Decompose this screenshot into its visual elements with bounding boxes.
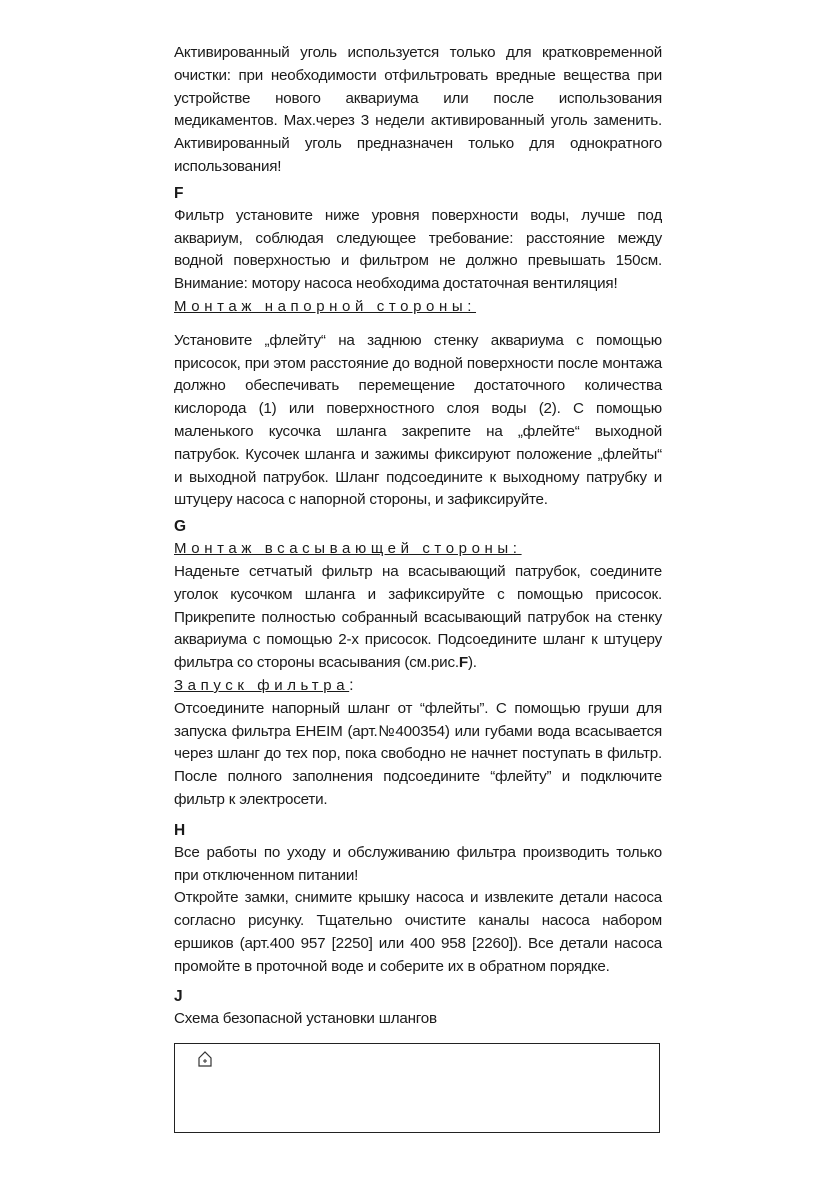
section-g-text-2: Отсоедините напорный шланг от “флейты”. С помощью груши для запуска фильтра EHEIM (арт.№400354) или губами вода всасывается через шланг до тех пор, пока свободно не начнет поступать в фильтр. После полного заполнения подсоедините “флейту” и подключите фильтр к электросети. xyxy=(174,699,662,808)
section-g-subheading-2: Запуск фильтра xyxy=(174,676,350,694)
section-f-text: Фильтр установите ниже уровня поверхности воды, лучше под аквариум, соблюдая следующее требование: расстояние между водной поверхностью и фильтром не должно превышать 150см. Внимание: мотору насоса необходима достаточная вентиляция! xyxy=(174,206,662,293)
figure-ref: F xyxy=(458,654,468,672)
section-h-heading: H xyxy=(174,821,186,839)
section-g-subheading-2-colon: : xyxy=(349,676,354,694)
section-f-subtext: Установите „флейту“ на заднюю стенку аквариума с помощью присосок, при этом расстояние до водной поверхности после монтажа должно обеспечивать перемещение достаточного количества кислорода (1) или поверхностного слоя воды (2). С помощью маленького кусочка шланга закрепите на „флейте“ выходной патрубок. Кусочек шланга и зажимы фиксируют положение „флейты“ и выходной патрубок. Шланг подсоедините к выходному патрубку и штуцеру насоса с напорной стороны, и зафиксируйте. xyxy=(174,331,662,509)
page-content xyxy=(174,42,662,1031)
section-j-heading: J xyxy=(174,988,183,1006)
section-f-heading: F xyxy=(174,184,184,202)
section-f-subheading: Монтаж напорной стороны: xyxy=(174,297,477,315)
section-g-heading: G xyxy=(174,518,187,536)
hose-diagram-frame xyxy=(174,1043,660,1133)
house-icon xyxy=(197,1050,213,1068)
section-g-subheading-2-line xyxy=(174,675,662,698)
section-g-text-1 xyxy=(174,561,662,675)
section-h-text-1: Все работы по уходу и обслуживанию фильтра производить только при отключенном питании! xyxy=(174,843,662,884)
section-g-text-1-main: Наденьте сетчатый фильтр на всасывающий патрубок, соедините уголок кусочком шланга и зафиксируйте с помощью присосок. Прикрепите полностью собранный всасывающий патрубок на стенку аквариума с помощью 2-х присосок. Подсоедините шланг к штуцеру фильтра со стороны всасывания (см.рис. xyxy=(174,562,662,672)
section-h-text-2: Откройте замки, снимите крышку насоса и извлеките детали насоса согласно рисунку. Тщательно очистите каналы насоса набором ершиков (арт.400 957 [2250] или 400 958 [2260]). Все детали насоса промойте в проточной воде и соберите их в обратном порядке. xyxy=(174,889,662,975)
section-g-subheading-1: Монтаж всасывающей стороны: xyxy=(174,540,522,558)
intro-paragraph: Активированный уголь используется только для кратковременной очистки: при необходимости отфильтровать вредные вещества при устройстве нового аквариума или после использования медикаментов. Max.через 3 недели активированный уголь заменить. Активированный уголь предназначен только для однократного использования! xyxy=(174,44,662,175)
section-j-text: Схема безопасной установки шлангов xyxy=(174,1010,437,1028)
section-g-text-1-end: ). xyxy=(467,654,477,672)
